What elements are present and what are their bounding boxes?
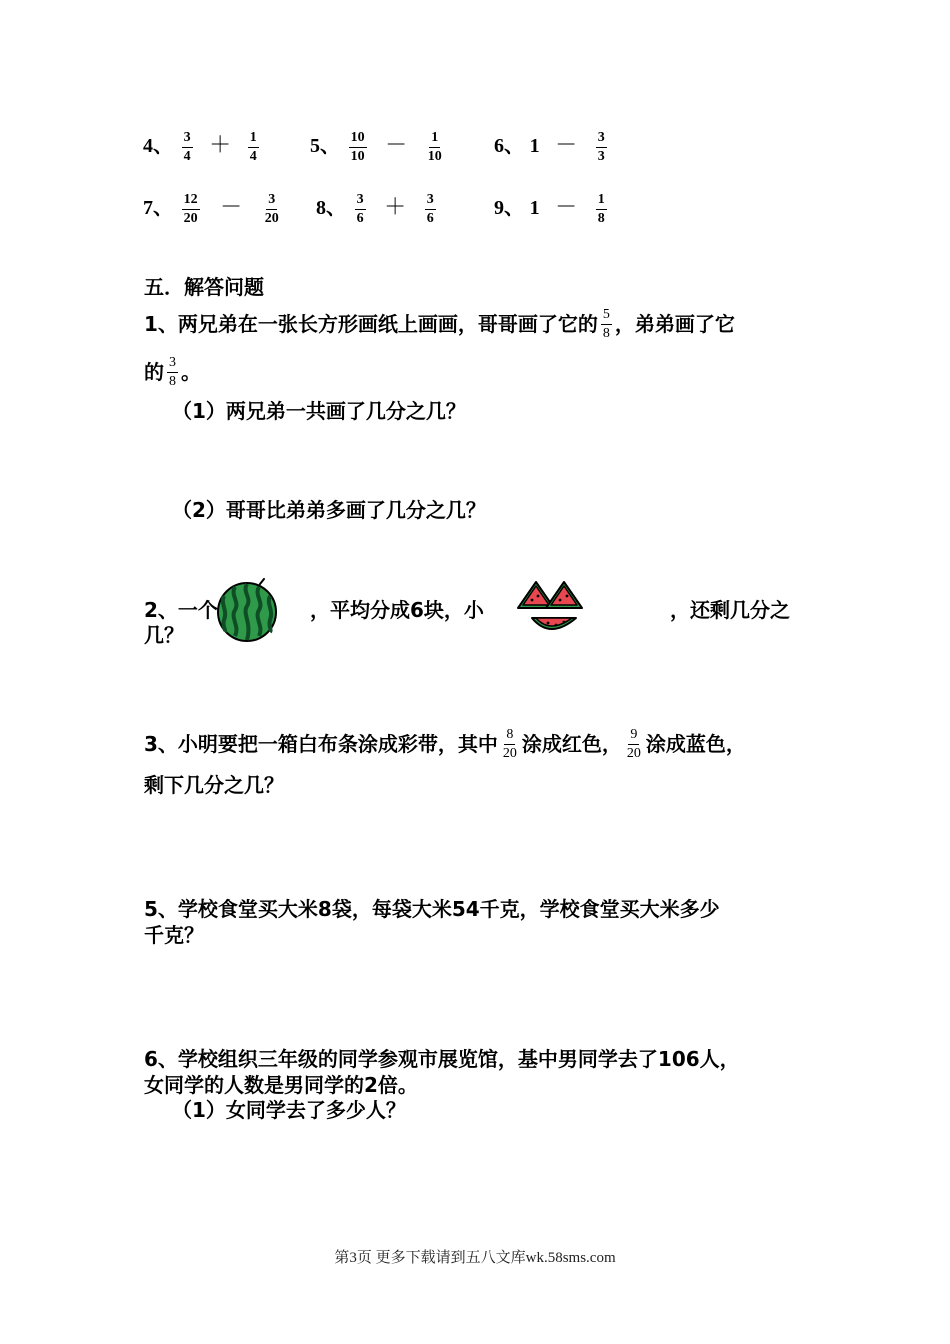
exercise-9: [494, 190, 610, 227]
operator: ＋: [384, 195, 407, 220]
question-2-line-2: 几？: [144, 623, 184, 647]
question-text: 1、两兄弟在一张长方形画纸上画画，哥哥画了它的: [144, 312, 598, 336]
operator: －: [220, 195, 243, 220]
fraction: $\frac{12}{20}$: [183, 192, 198, 226]
fraction: $\frac{3}{20}$: [264, 192, 279, 226]
question-text: 涂成蓝色，: [645, 732, 746, 756]
exercise-7: [143, 190, 284, 227]
fraction: $\frac{3}{4}$: [183, 130, 191, 164]
question-3-line-2: 剩下几分之几？: [144, 773, 284, 797]
question-1-line-1: [144, 304, 735, 344]
question-6-line-1: 6、学校组织三年级的同学参观市展览馆，基中男同学去了106人，: [144, 1047, 740, 1071]
fraction: $\frac{1}{10}$: [427, 130, 442, 164]
fraction: $\frac{1}{4}$: [249, 130, 257, 164]
question-text: 涂成红色，: [521, 732, 622, 756]
fraction: $\frac{3}{6}$: [426, 192, 434, 226]
exercise-label: 8、: [316, 197, 346, 219]
question-text: 3、小明要把一箱白布条涂成彩带，其中: [144, 732, 498, 756]
watermelon-slices-icon: [514, 578, 586, 636]
fraction: $\frac{10}{10}$: [350, 130, 365, 164]
question-6-sub-1: （1）女同学去了多少人？: [172, 1098, 406, 1122]
question-2-part-1: 2、一个: [144, 598, 218, 622]
operator: ＋: [209, 133, 232, 158]
page-footer: 第3页 更多下载请到五八文库wk.58sms.com: [334, 1250, 616, 1266]
question-text: 的: [144, 360, 164, 384]
question-5-line-1: 5、学校食堂买大米8袋，每袋大米54千克，学校食堂买大米多少: [144, 897, 720, 921]
exercise-4: [143, 128, 262, 165]
operator: －: [555, 195, 578, 220]
fraction: $\frac{9}{20}$: [626, 726, 641, 761]
exercise-8: [316, 190, 439, 227]
question-6-line-2: 女同学的人数是男同学的2倍。: [144, 1073, 418, 1097]
exercise-label: 7、: [143, 197, 173, 219]
fraction: $\frac{3}{8}$: [169, 354, 176, 389]
question-3-line-1: [144, 723, 746, 765]
exercise-5: [310, 128, 447, 165]
fraction: $\frac{8}{20}$: [502, 726, 517, 761]
question-5-line-2: 千克？: [144, 923, 204, 947]
question-text: ，弟弟画了它: [614, 312, 735, 336]
whole-number: 1: [529, 197, 540, 219]
question-1-line-2: [144, 352, 201, 392]
operator: －: [555, 133, 578, 158]
fraction: $\frac{3}{6}$: [356, 192, 364, 226]
question-1-sub-2: （2）哥哥比弟弟多画了几分之几？: [172, 498, 486, 522]
exercise-label: 9、: [494, 197, 524, 219]
watermelon-icon: [216, 578, 278, 642]
question-2-part-2: ，平均分成6块，小: [310, 598, 484, 622]
exercise-6: [494, 128, 610, 165]
operator: －: [385, 133, 408, 158]
fraction: $\frac{3}{3}$: [597, 130, 605, 164]
exercise-label: 5、: [310, 135, 340, 157]
question-1-sub-1: （1）两兄弟一共画了几分之几？: [172, 399, 466, 423]
section-title: 五．解答问题: [144, 275, 264, 299]
exercise-label: 4、: [143, 135, 173, 157]
fraction: $\frac{1}{8}$: [597, 192, 605, 226]
fraction: $\frac{5}{8}$: [602, 306, 610, 341]
exercise-label: 6、: [494, 135, 524, 157]
question-text: 。: [181, 360, 201, 384]
question-2-part-3: ，还剩几分之: [670, 598, 790, 622]
whole-number: 1: [529, 135, 540, 157]
